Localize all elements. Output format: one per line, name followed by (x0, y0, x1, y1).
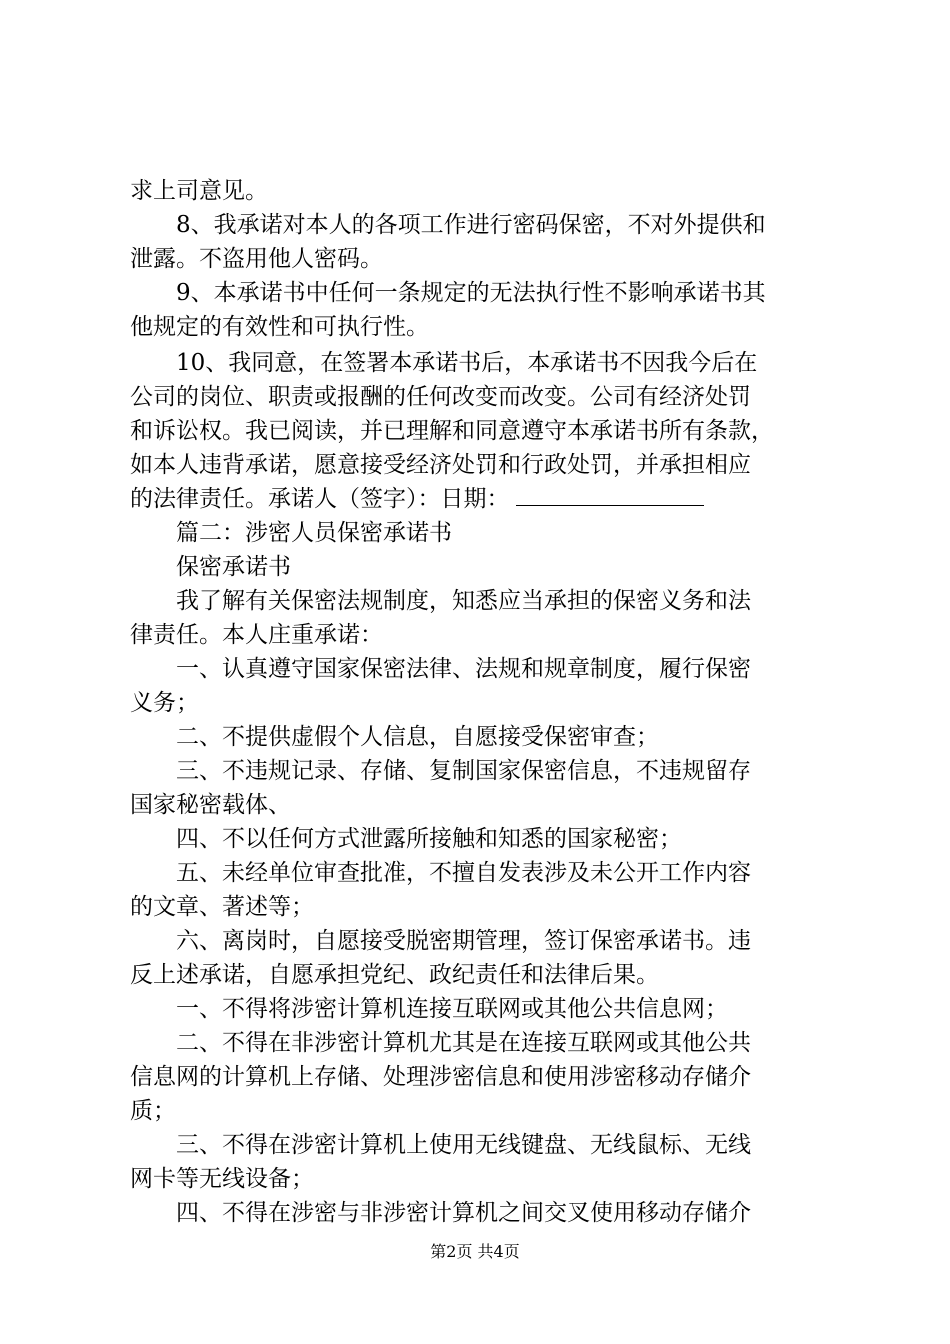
text-line-content: 国家秘密载体、 (130, 792, 291, 818)
text-line-content: 10、我同意，在签署本承诺书后，本承诺书不因我今后在 (176, 350, 758, 376)
text-line-content: 的法律责任。承诺人（签字）：日期： (130, 486, 510, 512)
text-line-content: 如本人违背承诺，愿意接受经济处罚和行政处罚，并承担相应 (130, 452, 751, 478)
text-line-content: 保密承诺书 (176, 554, 291, 580)
text-line (130, 1026, 830, 1060)
text-line-content: 反上述承诺，自愿承担党纪、政纪责任和法律后果。 (130, 962, 659, 988)
text-line-content: 公司的岗位、职责或报酬的任何改变而改变。公司有经济处罚 (130, 384, 751, 410)
text-line-content: 求上司意见。 (130, 178, 268, 204)
text-line (130, 584, 830, 618)
text-line (130, 924, 830, 958)
text-line-content: 的文章、著述等； (130, 894, 314, 920)
signature-date-blank (516, 483, 704, 506)
text-line (130, 310, 830, 344)
text-line-content: 信息网的计算机上存储、处理涉密信息和使用涉密移动存储介 (130, 1064, 751, 1090)
text-line (130, 652, 830, 686)
text-line-content: 质； (130, 1098, 176, 1124)
page-number: 第2页 共4页 (430, 1242, 520, 1261)
text-line-content: 五、未经单位审查批准，不擅自发表涉及未公开工作内容 (176, 860, 751, 886)
text-line-content: 三、不违规记录、存储、复制国家保密信息，不违规留存 (176, 758, 751, 784)
text-line (130, 448, 830, 482)
text-line (130, 414, 830, 448)
text-line (130, 958, 830, 992)
text-line (130, 1060, 830, 1094)
text-line-content: 三、不得在涉密计算机上使用无线键盘、无线鼠标、无线 (176, 1132, 751, 1158)
text-line-content: 四、不以任何方式泄露所接触和知悉的国家秘密； (176, 826, 682, 852)
text-line (130, 754, 830, 788)
text-line (130, 242, 830, 276)
text-line (130, 208, 830, 242)
text-line-content: 我了解有关保密法规制度，知悉应当承担的保密义务和法 (176, 588, 751, 614)
text-line-content: 六、离岗时，自愿接受脱密期管理，签订保密承诺书。违 (176, 928, 751, 954)
text-line-content: 网卡等无线设备； (130, 1166, 314, 1192)
document-title (130, 550, 830, 584)
text-line (130, 380, 830, 414)
text-line-content: 一、不得将涉密计算机连接互联网或其他公共信息网； (176, 996, 728, 1022)
signature-line (130, 482, 830, 516)
text-line (130, 346, 830, 380)
text-line-content: 9、本承诺书中任何一条规定的无法执行性不影响承诺书其 (176, 280, 766, 306)
text-line (130, 1094, 830, 1128)
text-line (130, 686, 830, 720)
section-heading (130, 516, 830, 550)
text-line (130, 720, 830, 754)
text-line (130, 1128, 830, 1162)
text-line (130, 1196, 830, 1230)
text-line (130, 276, 830, 310)
text-line (130, 174, 830, 208)
text-line-content: 8、我承诺对本人的各项工作进行密码保密，不对外提供和 (176, 212, 766, 238)
text-line-content: 泄露。不盗用他人密码。 (130, 246, 383, 272)
text-line-content: 他规定的有效性和可执行性。 (130, 314, 429, 340)
text-line-content: 律责任。本人庄重承诺： (130, 622, 383, 648)
text-line-content: 篇二：涉密人员保密承诺书 (176, 520, 452, 546)
text-line (130, 618, 830, 652)
text-line-content: 和诉讼权。我已阅读，并已理解和同意遵守本承诺书所有条款， (130, 418, 774, 444)
text-line-content: 二、不得在非涉密计算机尤其是在连接互联网或其他公共 (176, 1030, 751, 1056)
text-line (130, 788, 830, 822)
text-line (130, 822, 830, 856)
text-line (130, 992, 830, 1026)
text-line-content: 一、认真遵守国家保密法律、法规和规章制度，履行保密 (176, 656, 751, 682)
text-line-content: 二、不提供虚假个人信息，自愿接受保密审查； (176, 724, 659, 750)
text-line (130, 890, 830, 924)
text-line (130, 1162, 830, 1196)
page-footer (0, 1240, 950, 1264)
text-line (130, 856, 830, 890)
text-line-content: 四、不得在涉密与非涉密计算机之间交叉使用移动存储介 (176, 1200, 751, 1226)
text-line-content: 义务； (130, 690, 199, 716)
